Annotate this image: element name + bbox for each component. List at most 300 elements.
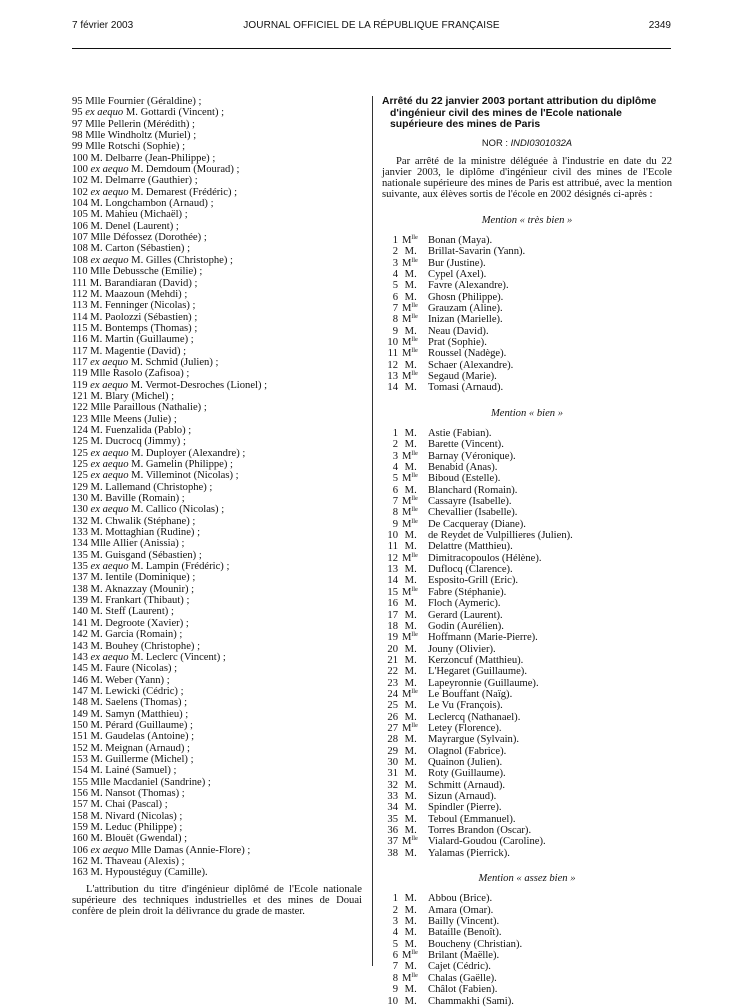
person-name: Delbarre (Jean-Philippe) ;: [105, 152, 216, 164]
list-item: [72, 380, 362, 391]
list-item: [72, 391, 362, 402]
rank: 12: [387, 359, 398, 371]
list-item: [72, 107, 362, 118]
list-item: [72, 822, 362, 833]
list-item: [382, 746, 672, 757]
person-name: Cypel (Axel).: [428, 268, 487, 280]
person-name: Le Vu (François).: [428, 700, 503, 712]
civility: Mlle: [90, 402, 111, 414]
rank: 125: [72, 447, 88, 459]
list-item: [72, 788, 362, 799]
civility: M.: [402, 779, 417, 791]
civility: M.: [402, 734, 417, 746]
person-name: Jouny (Olivier).: [428, 643, 496, 655]
rank: 137: [72, 572, 88, 584]
person-name: Mahieu (Michaël) ;: [105, 209, 188, 221]
person-name: Steff (Laurent) ;: [105, 606, 174, 618]
civility: $M^{lle}$: [402, 585, 418, 598]
list-item: [382, 905, 672, 916]
civility: $M^{lle}$: [402, 949, 418, 962]
rank: 100: [72, 164, 88, 176]
person-name: Demdoum (Mourad) ;: [145, 164, 240, 176]
rank: 6: [392, 484, 398, 496]
civility: M.: [402, 484, 417, 496]
rank: 2: [392, 439, 398, 451]
civility: $M^{lle}$: [402, 335, 418, 348]
civility: M.: [90, 822, 103, 833]
person-name: Lapeyronnie (Guillaume).: [428, 677, 539, 689]
person-name: Hypoustéguy (Camille).: [105, 867, 208, 879]
civility: M.: [90, 867, 103, 879]
rank: 24: [387, 688, 398, 700]
civility: M.: [402, 439, 417, 451]
person-name: Debussche (Emilie) ;: [112, 266, 203, 278]
civility: $M^{lle}$: [402, 551, 418, 564]
rank: 117: [72, 345, 88, 357]
ex-aequo-marker: ex aequo: [90, 844, 129, 856]
civility: Mlle: [90, 232, 111, 244]
rank: 29: [387, 745, 398, 757]
person-name: Macdaniel (Sandrine) ;: [113, 776, 211, 788]
person-name: Blary (Michel) ;: [105, 390, 175, 402]
civility: M.: [90, 152, 103, 164]
list-item: [72, 323, 362, 334]
person-name: Olagnol (Fabrice).: [428, 745, 507, 757]
rank: 152: [72, 742, 88, 754]
list-item: [382, 927, 672, 938]
person-name: Lampin (Frédéric) ;: [145, 561, 230, 573]
civility: M.: [90, 663, 103, 675]
list-item: [72, 482, 362, 493]
rank: 122: [72, 402, 88, 414]
closing-paragraph: L'attribution du titre d'ingénieur diplômé de l'Ecole nationale supérieure des techniques industrielles et des mines de Douai confère de plein droit la délivrance du grade de master.: [72, 883, 362, 918]
list-item: [72, 96, 362, 107]
list-item: [382, 848, 672, 859]
list-item: [382, 825, 672, 836]
rank: 156: [72, 787, 88, 799]
civility: M.: [90, 719, 103, 731]
list-item: [382, 791, 672, 802]
civility: M.: [90, 742, 103, 754]
list-item: [72, 368, 362, 379]
person-name: Kerzoncuf (Matthieu).: [428, 654, 524, 666]
rank: 7: [392, 302, 398, 314]
civility: $M^{lle}$: [402, 631, 418, 644]
rank: 8: [392, 507, 398, 519]
rank: 37: [387, 836, 398, 848]
list-item: [382, 292, 672, 303]
person-name: Bailly (Vincent).: [428, 916, 500, 928]
list-item: [382, 768, 672, 779]
rank: 130: [72, 504, 88, 516]
rank: 104: [72, 198, 88, 210]
rank: 121: [72, 390, 88, 402]
rank: 36: [387, 825, 398, 837]
civility: M.: [90, 243, 103, 255]
civility: Mlle: [90, 266, 111, 278]
civility: M.: [90, 674, 103, 686]
list-item: [72, 278, 362, 289]
person-name: Faure (Nicolas) ;: [105, 663, 178, 675]
mention-sections: [382, 215, 672, 1007]
list-item: [382, 428, 672, 439]
rank: 134: [72, 538, 88, 550]
civility: Mlle: [131, 844, 152, 856]
person-name: Garcia (Romain) ;: [105, 629, 183, 641]
rank: 130: [72, 493, 88, 505]
list-item: [72, 516, 362, 527]
list-item: [72, 141, 362, 152]
mention-list: [382, 428, 672, 859]
civility: M.: [402, 938, 417, 950]
person-name: Schmitt (Arnaud).: [428, 779, 506, 791]
civility: M.: [131, 164, 144, 176]
list-item: [382, 519, 672, 530]
civility: M.: [131, 504, 144, 516]
person-name: Leclerc (Vincent) ;: [145, 651, 226, 663]
rank: 28: [387, 734, 398, 746]
civility: Mlle: [85, 96, 106, 107]
list-item: [72, 504, 362, 515]
rank: 97: [72, 118, 83, 130]
list-item: [382, 269, 672, 280]
person-name: Saelens (Thomas) ;: [105, 697, 188, 709]
civility: M.: [131, 651, 144, 663]
rank: 1: [392, 234, 398, 246]
rank: 112: [72, 288, 88, 300]
list-item: [72, 867, 362, 878]
civility: M.: [90, 436, 103, 448]
person-name: Fenninger (Nicolas) ;: [104, 300, 196, 312]
list-item: [72, 470, 362, 481]
rank: 105: [72, 209, 88, 221]
list-item: [72, 357, 362, 368]
rank: 125: [72, 470, 88, 482]
civility: $M^{lle}$: [402, 687, 418, 700]
person-name: Nansot (Thomas) ;: [105, 787, 185, 799]
rank: 34: [387, 802, 398, 814]
rank: 138: [72, 583, 88, 595]
person-name: Roty (Guillaume).: [428, 768, 506, 780]
list-item: [72, 243, 362, 254]
ex-aequo-marker: ex aequo: [90, 356, 129, 368]
arrete-title: Arrêté du 22 janvier 2003 portant attribution du diplôme d'ingénieur civil des mines de l'Ecole nationale supérieure des mines de Paris: [382, 96, 657, 131]
rank: 141: [72, 617, 88, 629]
rank: 15: [387, 586, 398, 598]
person-name: Samyn (Matthieu) ;: [105, 708, 189, 720]
civility: M.: [402, 530, 417, 542]
rank: 14: [387, 382, 398, 394]
list-item: [382, 973, 672, 984]
person-name: Astie (Fabian).: [428, 428, 492, 439]
person-name: Yalamas (Pierrick).: [428, 847, 510, 859]
list-item: [72, 765, 362, 776]
civility: $M^{lle}$: [402, 301, 418, 314]
list-item: [72, 641, 362, 652]
rank: 14: [387, 575, 398, 587]
person-name: Spindler (Pierre).: [428, 802, 502, 814]
list-item: [382, 496, 672, 507]
civility: M.: [402, 428, 417, 439]
civility: M.: [131, 186, 144, 198]
civility: M.: [90, 685, 103, 697]
person-name: Gilles (Christophe) ;: [145, 254, 233, 266]
rank: 23: [387, 677, 398, 689]
person-name: Villeminot (Nicolas) ;: [145, 470, 239, 482]
rank: 151: [72, 731, 88, 743]
person-name: Teboul (Emmanuel).: [428, 813, 516, 825]
rank: 119: [72, 368, 88, 380]
person-name: Mayrargue (Sylvain).: [428, 734, 520, 746]
civility: Mlle: [85, 141, 106, 153]
person-name: Fuenzalida (Pablo) ;: [105, 424, 192, 436]
rank: 111: [72, 277, 88, 289]
person-name: Martin (Guillaume) ;: [104, 334, 194, 346]
civility: M.: [402, 462, 417, 474]
person-name: Gottardi (Vincent) ;: [140, 107, 225, 119]
list-item: [382, 258, 672, 269]
civility: M.: [90, 606, 103, 618]
list-item: [382, 530, 672, 541]
list-item: [72, 754, 362, 765]
rank: 162: [72, 856, 88, 868]
rank: 6: [392, 291, 398, 303]
list-item: [72, 221, 362, 232]
civility: M.: [90, 175, 103, 187]
rank: 4: [392, 462, 398, 474]
civility: M.: [402, 382, 417, 394]
civility: $M^{lle}$: [402, 233, 418, 246]
rank: 158: [72, 810, 88, 822]
person-name: Meens (Julie) ;: [113, 413, 177, 425]
list-item: [72, 175, 362, 186]
rank: 95: [72, 96, 83, 107]
list-item: [72, 153, 362, 164]
person-name: Torres Brandon (Oscar).: [428, 825, 532, 837]
rank: 150: [72, 719, 88, 731]
rank: 107: [72, 232, 88, 244]
civility: $M^{lle}$: [402, 721, 418, 734]
list-item: [72, 266, 362, 277]
running-head: [72, 20, 671, 34]
list-item: [382, 950, 672, 961]
ex-aequo-marker: ex aequo: [90, 164, 129, 176]
person-name: Tomasi (Arnaud).: [428, 382, 504, 394]
rank: 5: [392, 473, 398, 485]
person-name: Lewicki (Cédric) ;: [105, 685, 184, 697]
list-item: [382, 712, 672, 723]
list-item: [382, 303, 672, 314]
rank: 117: [72, 356, 88, 368]
civility: Mlle: [85, 130, 106, 142]
person-name: Barandiaran (David) ;: [104, 277, 198, 289]
civility: M.: [90, 856, 103, 868]
person-name: Floch (Aymeric).: [428, 598, 501, 610]
rank: 2: [392, 904, 398, 916]
nor-label: NOR :: [481, 136, 508, 148]
person-name: Sizun (Arnaud).: [428, 791, 497, 802]
list-item: [382, 326, 672, 337]
rank: 4: [392, 268, 398, 280]
rank: 106: [72, 844, 88, 856]
rank: 20: [387, 643, 398, 655]
list-item: [72, 697, 362, 708]
rank: 140: [72, 606, 88, 618]
list-item: [72, 209, 362, 220]
civility: Mlle: [90, 538, 111, 550]
civility: M.: [402, 291, 417, 303]
person-name: Chalas (Gaëlle).: [428, 972, 497, 984]
civility: M.: [402, 825, 417, 837]
rank: 9: [392, 325, 398, 337]
rank: 8: [392, 972, 398, 984]
list-item: [382, 360, 672, 371]
list-item: [72, 845, 362, 856]
list-item: [382, 723, 672, 734]
list-item: [382, 439, 672, 450]
rank: 5: [392, 938, 398, 950]
list-item: [382, 371, 672, 382]
person-name: Fabre (Stéphanie).: [428, 586, 507, 598]
rank: 135: [72, 549, 88, 561]
civility: M.: [90, 810, 103, 822]
list-item: [382, 610, 672, 621]
list-item: [382, 587, 672, 598]
rank: 102: [72, 175, 88, 187]
rank: 8: [392, 314, 398, 326]
civility: M.: [130, 379, 143, 391]
list-item: [72, 572, 362, 583]
person-name: Rotschi (Sophie) ;: [107, 141, 186, 153]
list-item: [72, 119, 362, 130]
person-name: Meignan (Arnaud) ;: [105, 742, 191, 754]
column-divider: [372, 96, 373, 966]
rank: 143: [72, 651, 88, 663]
person-name: Frankart (Thibaut) ;: [105, 595, 190, 607]
person-name: Grauzam (Aline).: [428, 302, 503, 314]
person-name: Schmid (Julien) ;: [145, 356, 219, 368]
list-item: [382, 757, 672, 768]
civility: M.: [131, 561, 144, 573]
civility: M.: [90, 345, 103, 357]
rank: 11: [387, 541, 398, 553]
rank: 114: [72, 311, 88, 323]
person-name: Denel (Laurent) ;: [105, 220, 179, 232]
list-item: [72, 493, 362, 504]
list-item: [382, 314, 672, 325]
civility: M.: [90, 390, 103, 402]
person-name: Cassayre (Isabelle).: [428, 496, 512, 508]
civility: M.: [402, 598, 417, 610]
person-name: Ducrocq (Jimmy) ;: [105, 436, 186, 448]
rank: 13: [387, 564, 398, 576]
person-name: Dimitracopoulos (Hélène).: [428, 552, 542, 564]
rank: 12: [387, 552, 398, 564]
rank: 3: [392, 916, 398, 928]
ex-aequo-marker: ex aequo: [90, 504, 129, 516]
list-item: [382, 462, 672, 473]
rank: 1: [392, 428, 398, 439]
rank: 159: [72, 822, 88, 833]
civility: M.: [402, 541, 417, 553]
list-item: [72, 731, 362, 742]
person-name: Défossez (Dorothée) ;: [113, 232, 207, 244]
person-name: Bouhey (Christophe) ;: [105, 640, 201, 652]
list-item: [72, 606, 362, 617]
list-item: [382, 939, 672, 950]
person-name: Baville (Romain) ;: [105, 493, 185, 505]
person-name: Le Bouffant (Naïg).: [428, 688, 513, 700]
person-name: Windholtz (Muriel) ;: [107, 130, 197, 142]
list-item: [382, 473, 672, 484]
person-name: Brillat-Savarin (Yann).: [428, 246, 526, 258]
rank: 157: [72, 799, 88, 811]
list-item: [382, 689, 672, 700]
civility: M.: [402, 756, 417, 768]
rank: 95: [72, 107, 83, 119]
list-item: [382, 836, 672, 847]
person-name: Ghosn (Philippe).: [428, 291, 504, 303]
civility: $M^{lle}$: [402, 313, 418, 326]
rank: 133: [72, 527, 88, 539]
list-item: [72, 629, 362, 640]
person-name: Mottaghian (Rudine) ;: [105, 527, 201, 539]
list-item: [382, 485, 672, 496]
list-item: [72, 584, 362, 595]
person-name: Blanchard (Romain).: [428, 484, 518, 496]
civility: M.: [402, 904, 417, 916]
person-name: Pérard (Guillaume) ;: [105, 719, 193, 731]
civility: M.: [402, 802, 417, 814]
person-name: Hoffmann (Marie-Pierre).: [428, 632, 538, 644]
civility: M.: [402, 280, 417, 292]
person-name: Gaudelas (Antoine) ;: [105, 731, 195, 743]
civility: M.: [402, 246, 417, 258]
left-column: [72, 96, 362, 928]
civility: M.: [90, 424, 103, 436]
person-name: Duflocq (Clarence).: [428, 564, 513, 576]
list-item: [72, 686, 362, 697]
list-item: [382, 780, 672, 791]
rank: 3: [392, 450, 398, 462]
list-item: [72, 300, 362, 311]
list-item: [382, 553, 672, 564]
person-name: Lainé (Samuel) ;: [105, 765, 177, 777]
civility: M.: [402, 564, 417, 576]
civility: M.: [90, 833, 103, 845]
rank: 115: [72, 322, 88, 334]
civility: M.: [90, 549, 103, 561]
list-item: [382, 451, 672, 462]
list-item: [382, 337, 672, 348]
person-name: Chevallier (Isabelle).: [428, 507, 518, 519]
rank: 116: [72, 334, 88, 346]
ex-aequo-marker: ex aequo: [90, 447, 129, 459]
rank: 10: [387, 995, 398, 1007]
rank: 10: [387, 530, 398, 542]
list-item: [382, 666, 672, 677]
civility: Mlle: [90, 776, 111, 788]
rank: 108: [72, 254, 88, 266]
list-item: [72, 255, 362, 266]
civility: M.: [402, 325, 417, 337]
civility: M.: [90, 209, 103, 221]
civility: M.: [402, 916, 417, 928]
person-name: De Cacqueray (Diane).: [428, 518, 526, 530]
civility: M.: [90, 515, 103, 527]
person-name: Prat (Sophie).: [428, 336, 487, 348]
civility: M.: [90, 572, 103, 584]
